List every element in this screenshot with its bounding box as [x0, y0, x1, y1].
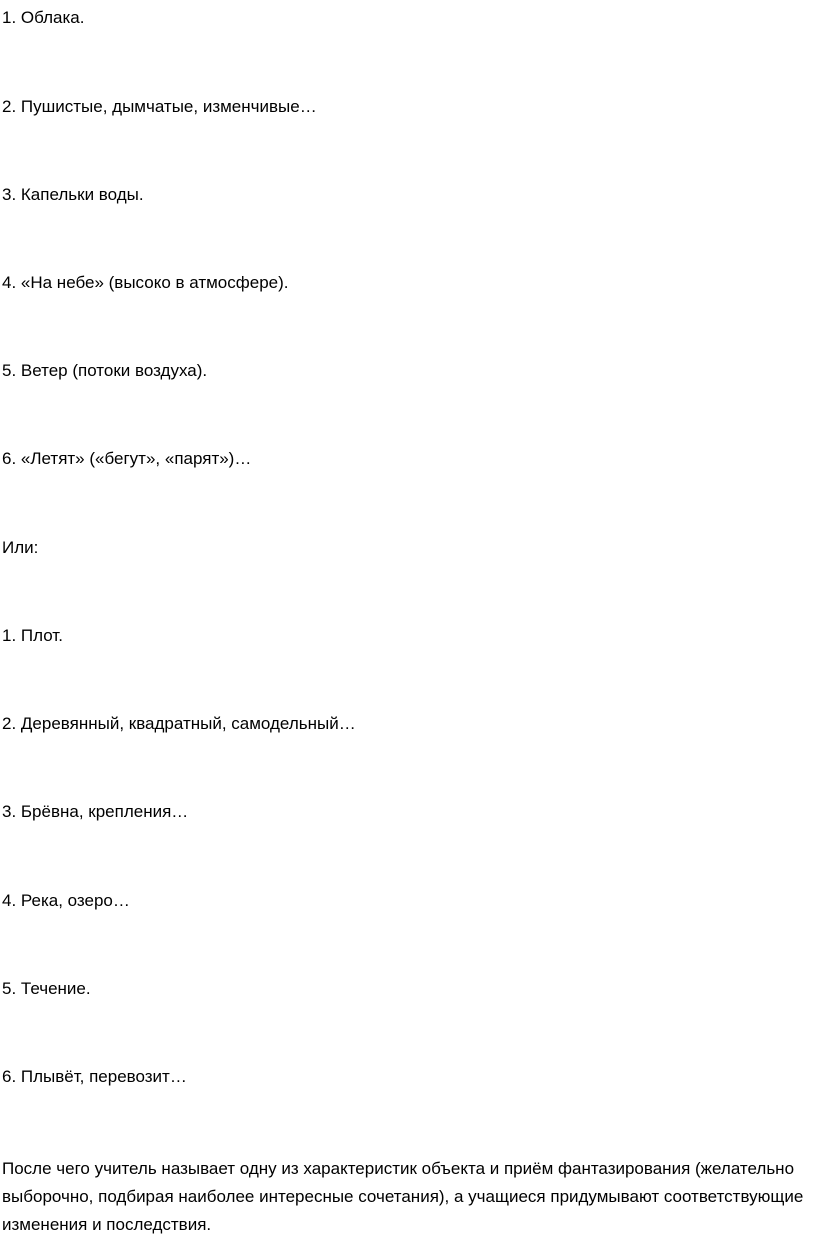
list-item: 1. Плот. — [2, 626, 63, 645]
list-item: 3. Капельки воды. — [2, 185, 144, 204]
list-item: 5. Ветер (потоки воздуха). — [2, 361, 208, 380]
list-item: 3. Брёвна, крепления… — [2, 802, 189, 821]
list-item: 2. Пушистые, дымчатые, изменчивые… — [2, 97, 317, 116]
list-item: 5. Течение. — [2, 979, 91, 998]
list-item: 6. «Летят» («бегут», «парят»)… — [2, 449, 252, 468]
section-label: Или: — [2, 538, 39, 557]
closing-paragraph: После чего учитель называет одну из характеристик объекта и приём фантазирования (желательно выборочно, подбирая наиболее интересные сочетания), а учащиеся придумывают соответствующие изменения и последствия. — [2, 1159, 804, 1234]
list-item: 6. Плывёт, перевозит… — [2, 1067, 187, 1086]
list-item: 4. Река, озеро… — [2, 891, 130, 910]
list-item: 2. Деревянный, квадратный, самодельный… — [2, 714, 356, 733]
list-item: 4. «На небе» (высоко в атмосфере). — [2, 273, 289, 292]
list-item: 1. Облака. — [2, 8, 85, 27]
